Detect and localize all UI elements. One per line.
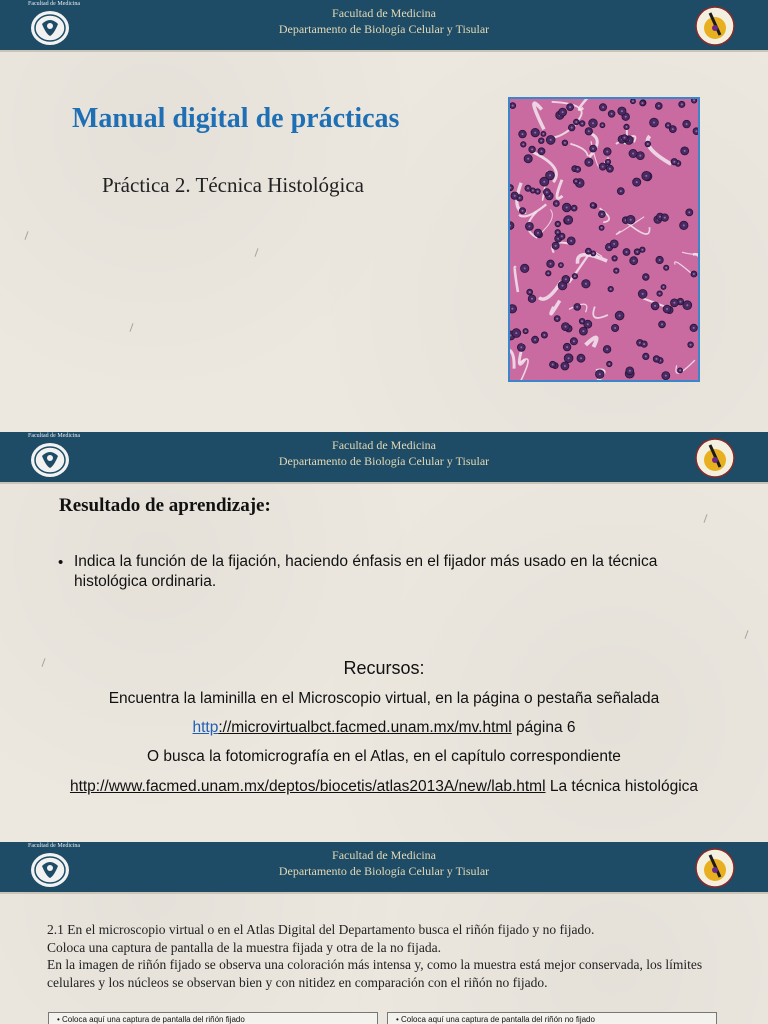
virtual-microscope-link-path[interactable]: ://microvirtualbct.facmed.unam.mx/mv.html	[218, 719, 512, 736]
faculty-small-label: Facultad de Medicina	[28, 433, 80, 439]
learning-outcome-heading: Resultado de aprendizaje:	[59, 495, 271, 516]
background-speck	[24, 231, 28, 240]
learning-outcome-bullet: Indica la función de la fijación, haciendo énfasis en el fijador más usado en la técnica histológica ordinaria.	[74, 553, 658, 590]
micrograph-image	[510, 99, 698, 380]
page-reference: página 6	[511, 719, 576, 736]
manual-title: Manual digital de prácticas	[72, 103, 400, 134]
virtual-microscope-link[interactable]: http	[192, 719, 219, 736]
header-department: Departamento de Biología Celular y Tisular	[278, 454, 490, 468]
background-speck	[744, 630, 748, 639]
atlas-instruction: O busca la fotomicrografía en el Atlas, en el capítulo correspondiente	[147, 748, 621, 765]
unfixed-kidney-label: Coloca aquí una captura de pantalla del riñón no fijado	[401, 1015, 595, 1024]
background-speck	[254, 248, 258, 257]
department-logo-icon	[694, 437, 736, 479]
resources-instruction: Encuentra la laminilla en el Microscopio virtual, en la página o pestaña señalada	[108, 690, 660, 707]
unfixed-kidney-placeholder[interactable]: • Coloca aquí una captura de pantalla del riñón no fijado	[387, 1012, 717, 1024]
fixed-kidney-label: Coloca aquí una captura de pantalla del riñón fijado	[62, 1015, 245, 1024]
atlas-link[interactable]: http://www.facmed.unam.mx/deptos/biocetis/atlas2013A/new/lab.html	[69, 778, 546, 795]
atlas-line	[40, 777, 728, 797]
bullet-marker: •	[58, 554, 64, 571]
header-department: Departamento de Biología Celular y Tisular	[278, 22, 490, 36]
faculty-small-label: Facultad de Medicina	[28, 1, 80, 7]
header-department: Departamento de Biología Celular y Tisular	[278, 864, 490, 878]
header-faculty: Facultad de Medicina	[332, 848, 436, 862]
slide-exercise	[0, 842, 768, 1024]
background-speck	[703, 514, 707, 523]
slide-header	[0, 842, 768, 894]
background-speck	[129, 323, 133, 332]
department-logo-icon	[694, 5, 736, 47]
exercise-line: 2.1 En el microscopio virtual o en el Atlas Digital del Departamento busca el riñón fijado y no fijado.	[47, 922, 595, 937]
exercise-line: Coloca una captura de pantalla de la muestra fijada y otra de la no fijada.	[47, 939, 441, 955]
virtual-microscope-line	[40, 718, 728, 738]
slide-header	[0, 432, 768, 484]
faculty-small-label: Facultad de Medicina	[28, 843, 80, 849]
exercise-line: En la imagen de riñón fijado se observa una coloración más intensa y, como la muestra está mejor conservada, los límites celulares y los núcleos se observan bien y con nitidez en comparación con el riñón no fijado.	[47, 957, 703, 990]
header-faculty: Facultad de Medicina	[332, 6, 436, 20]
histology-micrograph	[508, 97, 700, 382]
slide-title	[0, 0, 768, 432]
resources-title: Recursos:	[343, 658, 425, 678]
slide-header	[0, 0, 768, 52]
atlas-chapter: La técnica histológica	[545, 778, 699, 795]
header-faculty: Facultad de Medicina	[332, 438, 436, 452]
department-logo-icon	[694, 847, 736, 889]
exercise-instructions	[47, 921, 727, 991]
fixed-kidney-placeholder[interactable]: • Coloca aquí una captura de pantalla del riñón fijado	[48, 1012, 378, 1024]
slide-learning-outcome	[0, 432, 768, 842]
practice-subtitle: Práctica 2. Técnica Histológica	[102, 173, 365, 197]
